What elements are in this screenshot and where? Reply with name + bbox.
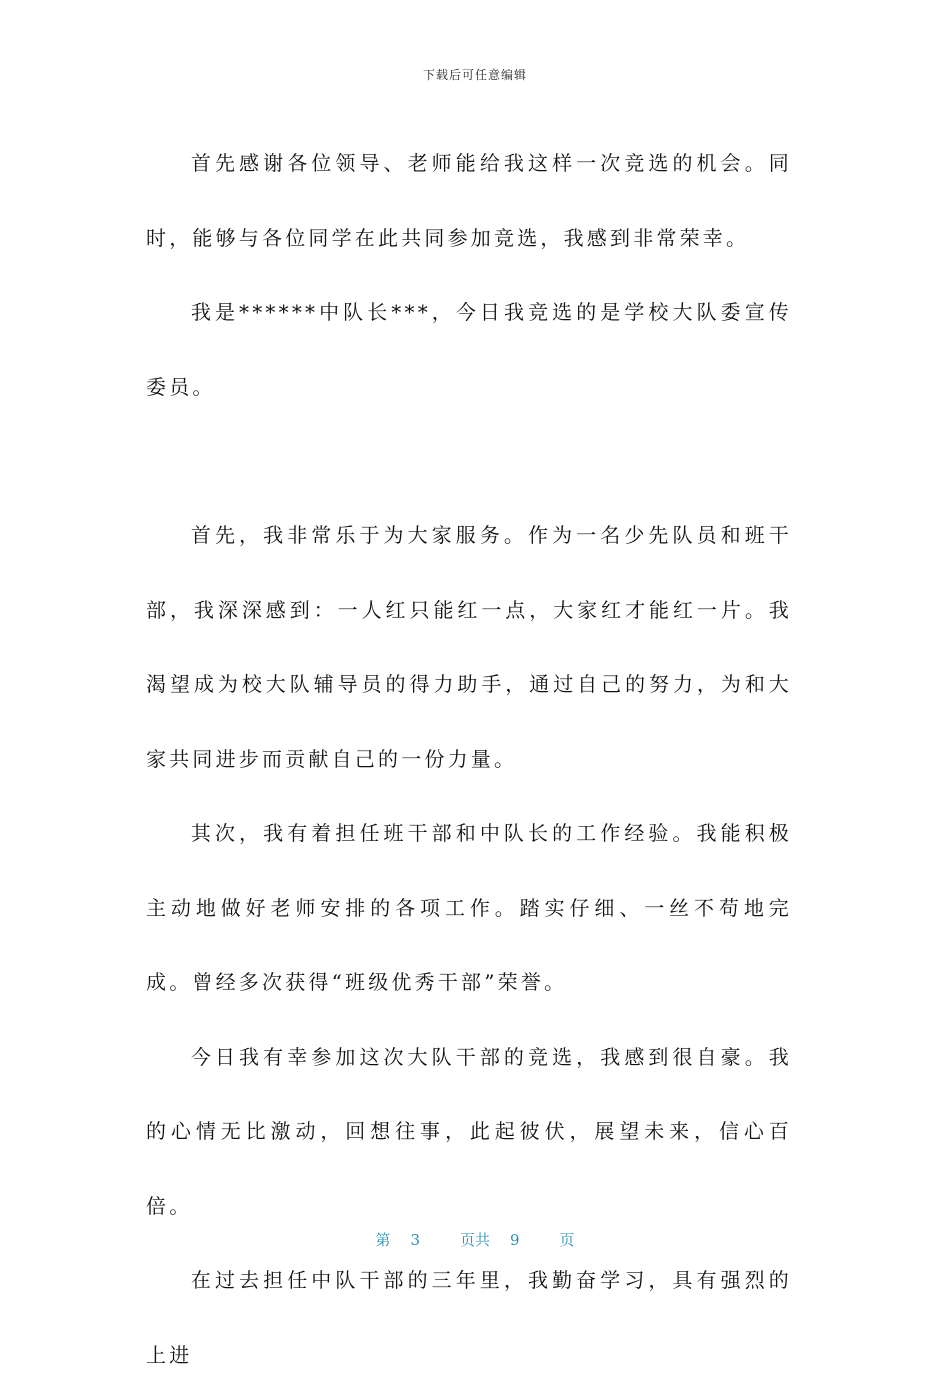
footer-prefix: 第 [375,1231,391,1249]
page-footer [0,1229,950,1250]
document-body [146,126,792,1392]
paragraph-1 [146,126,792,275]
paragraph-2 [146,275,792,424]
paragraph-6-text: 在过去担任中队干部的三年里，我勤奋学习，具有强烈的上进 [146,1268,792,1367]
paragraph-4 [146,796,792,1020]
header-note: 下载后可任意编辑 [422,68,527,82]
paragraph-6 [146,1243,792,1392]
footer-current-page: 3 [410,1231,420,1249]
footer-total-pages: 9 [510,1231,520,1249]
paragraph-5-text: 今日我有幸参加这次大队干部的竞选，我感到很自豪。我的心情无比激动，回想往事，此起彼伏，展望未来，信心百倍。 [146,1044,792,1218]
paragraph-3-text: 首先，我非常乐于为大家服务。作为一名少先队员和班干部，我深深感到：一人红只能红一点，大家红才能红一片。我渴望成为校大队辅导员的得力助手，通过自己的努力，为和大家共同进步而贡献自己的一份力量。 [146,523,792,771]
paragraph-5 [146,1020,792,1244]
paragraph-3 [146,498,792,796]
paragraph-4-text: 其次，我有着担任班干部和中队长的工作经验。我能积极主动地做好老师安排的各项工作。踏实仔细、一丝不苟地完成。曾经多次获得“班级优秀干部”荣誉。 [146,821,792,994]
paragraph-1-text: 首先感谢各位领导、老师能给我这样一次竞选的机会。同时，能够与各位同学在此共同参加竞选，我感到非常荣幸。 [146,151,792,250]
footer-suffix: 页 [559,1231,575,1249]
blank-line [146,424,792,498]
footer-middle: 页共 [459,1231,490,1249]
paragraph-2-text: 我是******中队长***，今日我竞选的是学校大队委宣传委员。 [146,300,792,399]
